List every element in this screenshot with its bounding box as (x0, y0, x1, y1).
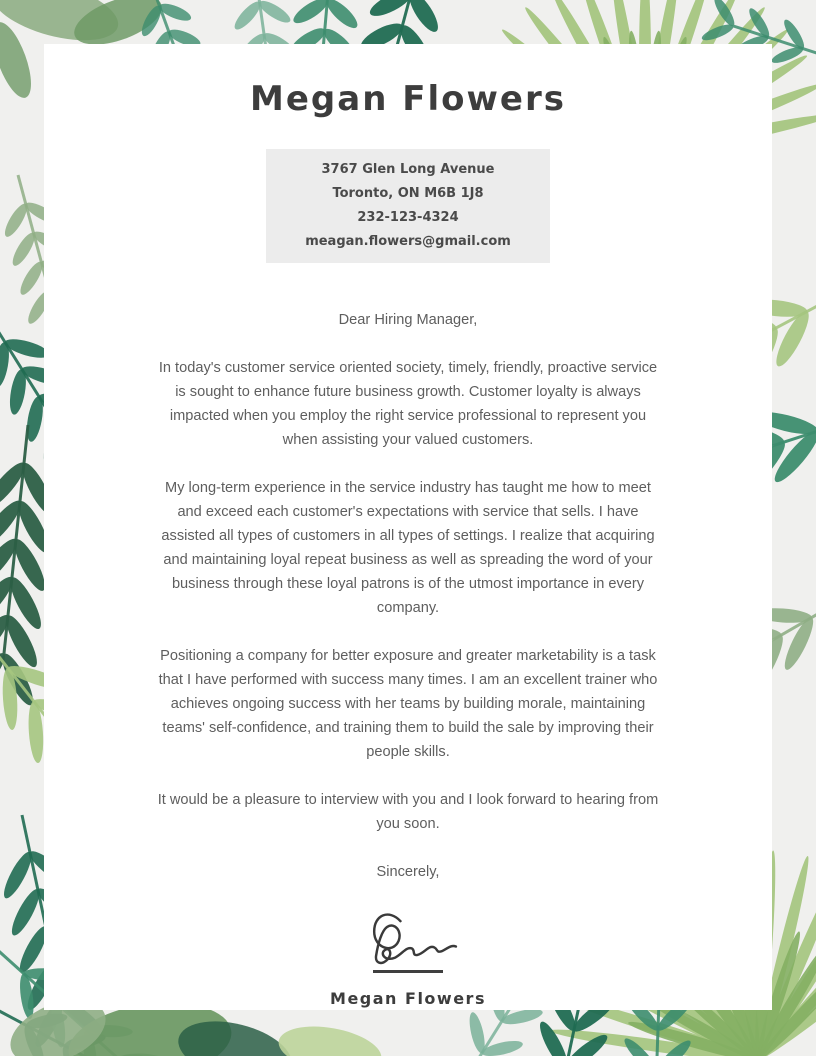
letter-paragraph-4: It would be a pleasure to interview with you and I look forward to hearing from you soon. (157, 792, 659, 833)
contact-address-line2: Toronto, ON M6B 1J8 (332, 186, 484, 202)
letter-card (44, 44, 772, 1010)
letter-title: Megan Flowers (250, 79, 566, 119)
contact-phone: 232-123-4324 (357, 210, 459, 226)
signature-block (44, 908, 772, 1008)
letter-paragraph-1: In today's customer service oriented society, timely, friendly, proactive service is sought to enhance future business growth. Customer loyalty is always impacted when you employ the right service professional to represent you when assisting your valued customers. (158, 360, 658, 449)
contact-card (266, 149, 550, 263)
closing: Sincerely, (376, 864, 440, 881)
letter-body (156, 308, 661, 884)
letter-paragraph-3: Positioning a company for better exposure and greater marketability is a task that I have performed with success many times. I am an excellent trainer who achieves ongoing success with her teams by building morale, maintaining teams' self-confidence, and training them to build the sale by improving their people skills. (158, 648, 658, 761)
salutation: Dear Hiring Manager, (338, 312, 478, 329)
signature-underline (373, 970, 443, 973)
contact-email: meagan.flowers@gmail.com (305, 234, 511, 250)
letter-paragraph-2: My long-term experience in the service industry has taught me how to meet and exceed each customer's expectations with service that sells. I have assisted all types of customers in all types of settings. I realize that acquiring and maintaining loyal repeat business as well as spreading the word of your business through these loyal patrons is of the utmost importance in every company. (161, 480, 655, 617)
signature-name: Megan Flowers (330, 989, 486, 1009)
signature-scribble-icon (348, 908, 468, 970)
contact-address-line1: 3767 Glen Long Avenue (321, 162, 495, 178)
